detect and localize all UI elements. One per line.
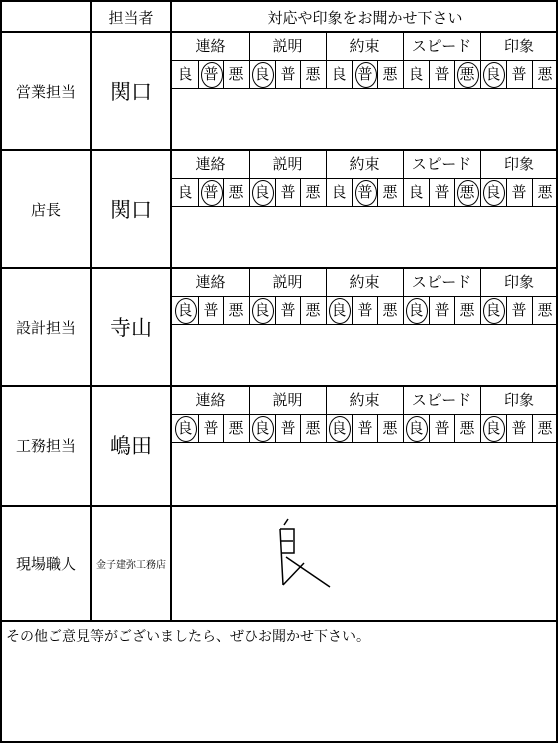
staff-name: 嶋田	[110, 434, 152, 458]
craftsman-role-label: 現場職人	[15, 555, 76, 573]
selected-grade-circle	[483, 62, 505, 88]
grade-option[interactable]: 悪	[228, 183, 244, 201]
grade-option[interactable]: 普	[357, 65, 373, 83]
selected-grade-circle	[252, 180, 274, 206]
grade-option[interactable]: 普	[434, 301, 450, 319]
criterion-label: 説明	[272, 37, 303, 55]
grade-option[interactable]: 良	[331, 65, 347, 83]
criterion-label: 約束	[349, 391, 380, 409]
selected-grade-circle	[329, 298, 351, 324]
selected-grade-circle	[355, 62, 377, 88]
staff-comment-area[interactable]	[172, 90, 558, 148]
staff-comment-area[interactable]	[172, 444, 558, 502]
criterion-label: 約束	[349, 37, 380, 55]
criterion-label: 印象	[503, 273, 534, 291]
criterion-label: 印象	[503, 37, 534, 55]
grade-option[interactable]: 悪	[537, 301, 553, 319]
grade-option[interactable]: 普	[434, 183, 450, 201]
grade-option[interactable]: 悪	[382, 65, 398, 83]
handwritten-comment-mark	[172, 507, 558, 620]
staff-role-label: 営業担当	[15, 82, 76, 101]
criterion-label: スピード	[411, 37, 472, 55]
selected-grade-circle	[406, 298, 428, 324]
staff-name: 関口	[110, 80, 152, 104]
grade-option[interactable]: 普	[280, 183, 296, 201]
grade-option[interactable]: 普	[203, 65, 219, 83]
selected-grade-circle	[175, 416, 197, 442]
options-divider	[171, 324, 558, 325]
grade-option[interactable]: 普	[511, 301, 527, 319]
criterion-label: 説明	[272, 273, 303, 291]
grade-option[interactable]: 普	[357, 419, 373, 437]
grade-option[interactable]: 普	[203, 419, 219, 437]
criterion-label: 約束	[349, 273, 380, 291]
criterion-label: スピード	[411, 155, 472, 173]
staff-role-label: 工務担当	[15, 436, 76, 455]
grade-option[interactable]: 悪	[459, 301, 475, 319]
grade-option[interactable]: 良	[254, 419, 270, 437]
grade-option[interactable]: 良	[177, 301, 193, 319]
criterion-label: スピード	[411, 391, 472, 409]
craftsman-comment-area[interactable]	[172, 507, 558, 620]
grade-option[interactable]: 悪	[228, 301, 244, 319]
grade-option[interactable]: 普	[280, 65, 296, 83]
grade-option[interactable]: 普	[434, 419, 450, 437]
row-divider	[0, 620, 558, 622]
grade-option[interactable]: 悪	[305, 65, 321, 83]
grade-option[interactable]: 悪	[305, 183, 321, 201]
staff-role-label: 店長	[30, 200, 61, 219]
grade-option[interactable]: 良	[177, 419, 193, 437]
criterion-label: 説明	[272, 391, 303, 409]
grade-option[interactable]: 悪	[459, 183, 475, 201]
options-divider	[171, 88, 558, 89]
selected-grade-circle	[483, 298, 505, 324]
grade-option[interactable]: 良	[408, 419, 424, 437]
grade-option[interactable]: 普	[203, 183, 219, 201]
selected-grade-circle	[201, 62, 223, 88]
selected-grade-circle	[457, 62, 479, 88]
options-divider	[171, 442, 558, 443]
grade-option[interactable]: 悪	[228, 419, 244, 437]
grade-option[interactable]: 悪	[537, 65, 553, 83]
other-comments-prompt: その他ご意見等がございましたら、ぜひお聞かせ下さい。	[6, 629, 370, 645]
staff-column-header: 担当者	[108, 9, 154, 27]
grade-option[interactable]: 普	[280, 419, 296, 437]
selected-grade-circle	[175, 298, 197, 324]
criterion-label: 連絡	[195, 391, 226, 409]
grade-option[interactable]: 良	[485, 183, 501, 201]
grade-option[interactable]: 悪	[459, 65, 475, 83]
staff-comment-area[interactable]	[172, 208, 558, 266]
grade-option[interactable]: 良	[254, 65, 270, 83]
grade-option[interactable]: 良	[331, 183, 347, 201]
criterion-label: 連絡	[195, 273, 226, 291]
criterion-label: 連絡	[195, 37, 226, 55]
grade-option[interactable]: 悪	[537, 183, 553, 201]
grade-option[interactable]: 良	[485, 301, 501, 319]
grade-option[interactable]: 良	[408, 65, 424, 83]
grade-option[interactable]: 悪	[459, 419, 475, 437]
evaluation-column-header: 対応や印象をお聞かせ下さい	[267, 9, 463, 27]
selected-grade-circle	[355, 180, 377, 206]
grade-option[interactable]: 悪	[382, 183, 398, 201]
grade-option[interactable]: 普	[511, 65, 527, 83]
selected-grade-circle	[252, 416, 274, 442]
grade-option[interactable]: 普	[511, 419, 527, 437]
grade-option[interactable]: 普	[357, 301, 373, 319]
craftsman-company-name: 金子建弥工務店	[96, 560, 166, 571]
options-divider	[171, 206, 558, 207]
selected-grade-circle	[252, 298, 274, 324]
criterion-label: 連絡	[195, 155, 226, 173]
grade-option[interactable]: 普	[434, 65, 450, 83]
grade-option[interactable]: 良	[485, 419, 501, 437]
staff-comment-area[interactable]	[172, 326, 558, 384]
selected-grade-circle	[483, 180, 505, 206]
staff-role-label: 設計担当	[15, 318, 76, 337]
grade-option[interactable]: 良	[408, 183, 424, 201]
staff-name: 関口	[110, 198, 152, 222]
grade-option[interactable]: 悪	[305, 419, 321, 437]
grade-option[interactable]: 悪	[382, 419, 398, 437]
grade-option[interactable]: 良	[331, 419, 347, 437]
grade-option[interactable]: 普	[203, 301, 219, 319]
grade-option[interactable]: 良	[254, 183, 270, 201]
criterion-label: 説明	[272, 155, 303, 173]
grade-option[interactable]: 悪	[537, 419, 553, 437]
criterion-label: 印象	[503, 391, 534, 409]
grade-option[interactable]: 良	[177, 65, 193, 83]
grade-option[interactable]: 悪	[382, 301, 398, 319]
grade-option[interactable]: 普	[357, 183, 373, 201]
grade-option[interactable]: 良	[485, 65, 501, 83]
selected-grade-circle	[406, 416, 428, 442]
grade-option[interactable]: 普	[280, 301, 296, 319]
selected-grade-circle	[201, 180, 223, 206]
criterion-label: スピード	[411, 273, 472, 291]
grade-option[interactable]: 悪	[228, 65, 244, 83]
grade-option[interactable]: 悪	[305, 301, 321, 319]
grade-option[interactable]: 良	[177, 183, 193, 201]
selected-grade-circle	[483, 416, 505, 442]
selected-grade-circle	[457, 180, 479, 206]
grade-option[interactable]: 良	[408, 301, 424, 319]
grade-option[interactable]: 良	[331, 301, 347, 319]
grade-option[interactable]: 良	[254, 301, 270, 319]
staff-name: 寺山	[110, 316, 152, 340]
criterion-label: 印象	[503, 155, 534, 173]
other-comments-area[interactable]	[2, 648, 556, 741]
selected-grade-circle	[329, 416, 351, 442]
criterion-label: 約束	[349, 155, 380, 173]
grade-option[interactable]: 普	[511, 183, 527, 201]
selected-grade-circle	[252, 62, 274, 88]
